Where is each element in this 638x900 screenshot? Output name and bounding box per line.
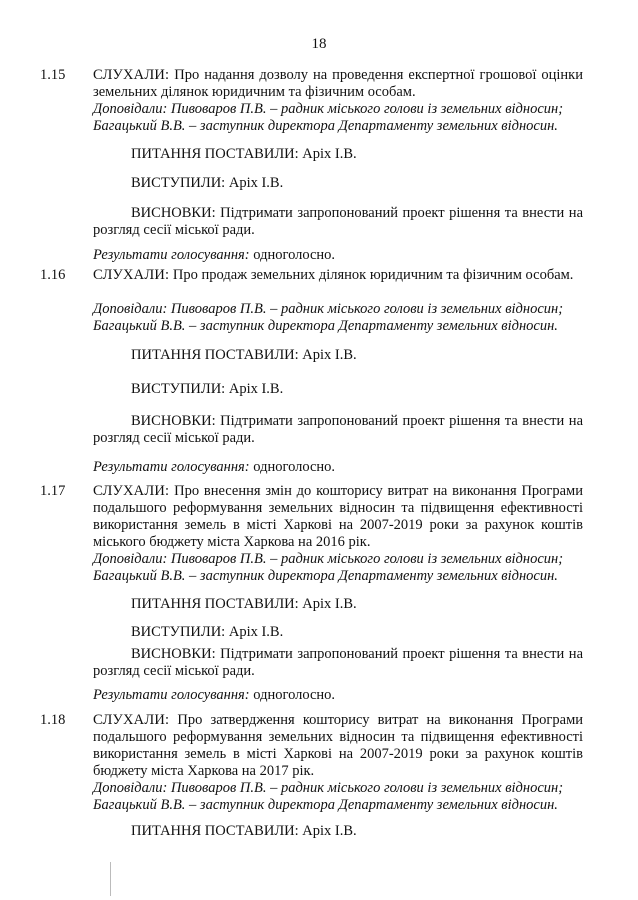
- conclusions-body: Підтримати запропонований проект рішення та внести на розгляд сесії міської ради.: [93, 646, 584, 679]
- vote-body: одноголосно.: [253, 459, 336, 475]
- speakers: [93, 101, 588, 135]
- heard-body: Про затвердження кошторису витрат на виконання Програми подальшого реформування земельних відносин та підвищення ефективності використання земель в місті Харкові на 2007-2019 роки за рахунок коштів бюджету міста Харкова на 2017 рік.: [93, 712, 584, 779]
- heard-text: [93, 267, 583, 284]
- speakers-body: Пивоваров П.В. – радник міського голови із земельних відносин; Багацький В.В. – заступник директора Департаменту земельних відносин.: [93, 551, 564, 584]
- vote-result: [93, 247, 335, 264]
- heard-label: СЛУХАЛИ:: [93, 267, 170, 283]
- item-number: 1.17: [40, 483, 66, 499]
- vote-label: Результати голосування:: [93, 687, 250, 703]
- speakers-label: Доповідали:: [93, 551, 168, 567]
- speakers-label: Доповідали:: [93, 101, 168, 117]
- heard-label: СЛУХАЛИ:: [93, 67, 170, 83]
- questions-asked: [131, 347, 357, 364]
- asked-body: Аріх І.В.: [302, 347, 357, 363]
- vote-body: одноголосно.: [253, 247, 336, 263]
- heard-body: Про продаж земельних ділянок юридичним та фізичним особам.: [172, 267, 574, 283]
- vote-result: [93, 687, 335, 704]
- heard-text: [93, 67, 583, 101]
- heard-label: СЛУХАЛИ:: [93, 712, 170, 728]
- questions-asked: [131, 596, 357, 613]
- speakers-body: Пивоваров П.В. – радник міського голови із земельних відносин; Багацький В.В. – заступник директора Департаменту земельних відносин.: [93, 101, 564, 134]
- conclusions-body: Підтримати запропонований проект рішення та внести на розгляд сесії міської ради.: [93, 205, 584, 238]
- speakers: [93, 551, 588, 585]
- conclusions: [93, 413, 583, 447]
- speakers-body: Пивоваров П.В. – радник міського голови із земельних відносин; Багацький В.В. – заступник директора Департаменту земельних відносин.: [93, 780, 564, 813]
- heard-label: СЛУХАЛИ:: [93, 483, 170, 499]
- speakers-spoke: [131, 381, 283, 398]
- speakers-label: Доповідали:: [93, 301, 168, 317]
- speakers: [93, 780, 588, 814]
- speakers-spoke: [131, 175, 283, 192]
- spoke-label: ВИСТУПИЛИ:: [131, 381, 226, 397]
- speakers-label: Доповідали:: [93, 780, 168, 796]
- item-number: 1.15: [40, 67, 66, 83]
- conclusions: [93, 205, 583, 239]
- asked-label: ПИТАННЯ ПОСТАВИЛИ:: [131, 823, 299, 839]
- spoke-label: ВИСТУПИЛИ:: [131, 175, 226, 191]
- conclusions-label: ВИСНОВКИ:: [131, 205, 216, 221]
- asked-label: ПИТАННЯ ПОСТАВИЛИ:: [131, 146, 299, 162]
- speakers-body: Пивоваров П.В. – радник міського голови із земельних відносин; Багацький В.В. – заступник директора Департаменту земельних відносин.: [93, 301, 564, 334]
- heard-body: Про внесення змін до кошторису витрат на виконання Програми подальшого реформування земельних відносин та підвищення ефективності використання земель в місті Харкові на 2007-2019 роки за рахунок коштів міського бюджету міста Харкова на 2016 рік.: [93, 483, 583, 550]
- heard-text: [93, 483, 583, 551]
- vote-label: Результати голосування:: [93, 247, 250, 263]
- asked-label: ПИТАННЯ ПОСТАВИЛИ:: [131, 347, 299, 363]
- heard-body: Про надання дозволу на проведення експертної грошової оцінки земельних ділянок юридичним та фізичним особам.: [93, 67, 583, 100]
- vote-label: Результати голосування:: [93, 459, 250, 475]
- margin-mark: [110, 862, 111, 896]
- speakers: [93, 301, 588, 335]
- spoke-body: Аріх І.В.: [228, 624, 284, 640]
- vote-result: [93, 459, 335, 476]
- conclusions-label: ВИСНОВКИ:: [131, 413, 216, 429]
- asked-label: ПИТАННЯ ПОСТАВИЛИ:: [131, 596, 299, 612]
- asked-body: Аріх І.В.: [302, 596, 357, 612]
- questions-asked: [131, 823, 357, 840]
- item-number: 1.18: [40, 712, 66, 728]
- spoke-label: ВИСТУПИЛИ:: [131, 624, 226, 640]
- asked-body: Аріх І.В.: [302, 823, 357, 839]
- vote-body: одноголосно.: [253, 687, 336, 703]
- speakers-spoke: [131, 624, 283, 641]
- spoke-body: Аріх І.В.: [228, 381, 284, 397]
- heard-text: [93, 712, 583, 780]
- page-number: 18: [311, 36, 327, 52]
- conclusions-label: ВИСНОВКИ:: [131, 646, 216, 662]
- spoke-body: Аріх І.В.: [228, 175, 284, 191]
- conclusions-body: Підтримати запропонований проект рішення та внести на розгляд сесії міської ради.: [93, 413, 584, 446]
- conclusions: [93, 646, 583, 680]
- asked-body: Аріх І.В.: [302, 146, 357, 162]
- item-number: 1.16: [40, 267, 66, 283]
- questions-asked: [131, 146, 357, 163]
